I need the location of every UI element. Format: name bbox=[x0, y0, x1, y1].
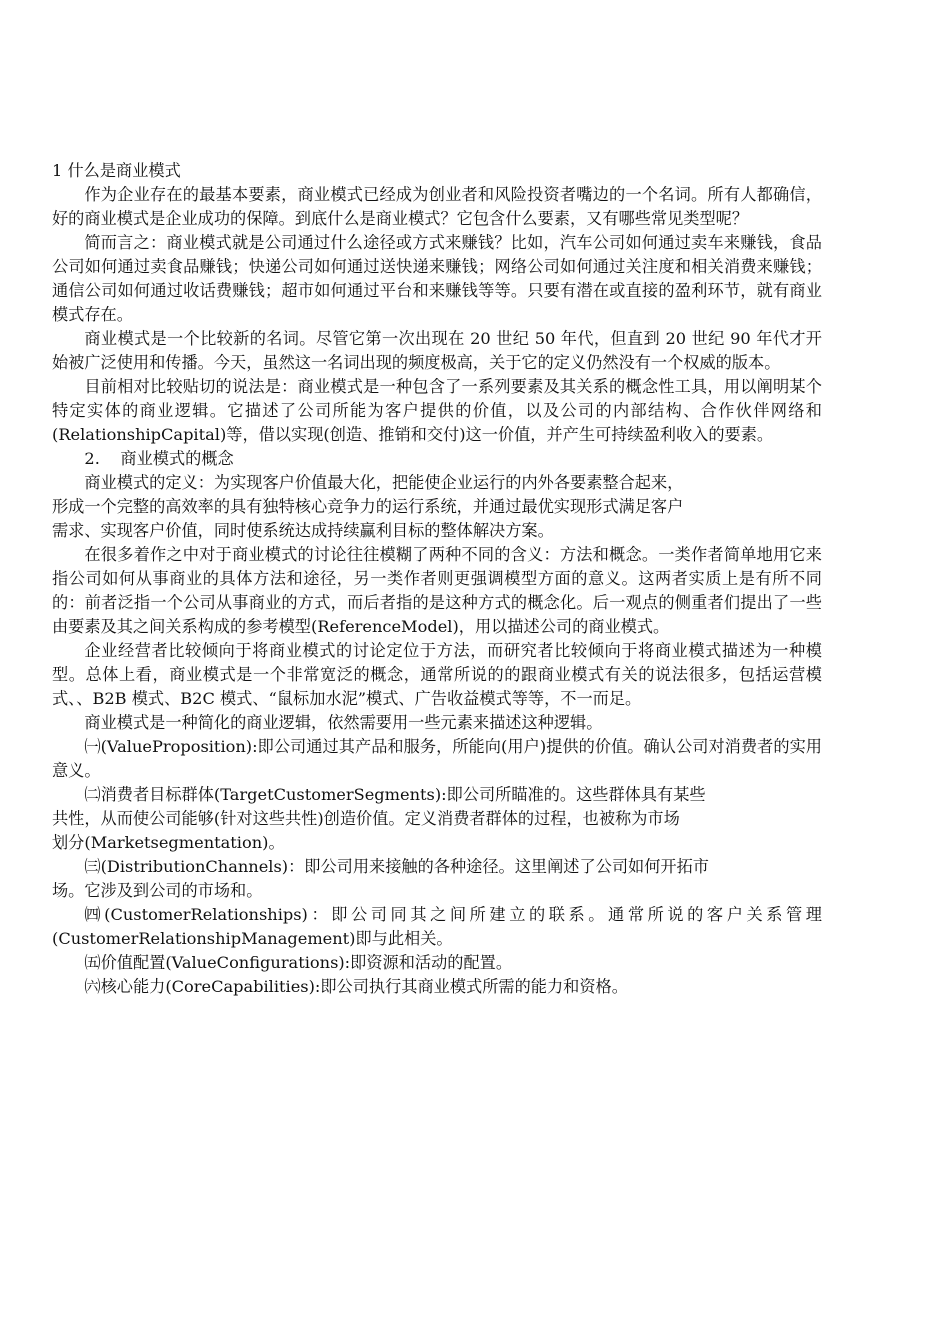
element-line: 场。它涉及到公司的市场和。 bbox=[52, 881, 263, 900]
element-item-value-proposition: ㈠(ValueProposition):即公司通过其产品和服务，所能向(用户)提供的价值。确认公司对消费者的实用意义。 bbox=[52, 737, 822, 780]
element-item-value-configurations: ㈤价值配置(ValueConfigurations):即资源和活动的配置。 bbox=[84, 953, 513, 972]
section-heading-2: 2. 商业模式的概念 bbox=[84, 449, 234, 468]
paragraph-elements-intro: 商业模式是一种简化的商业逻辑，依然需要用一些元素来描述这种逻辑。 bbox=[84, 713, 603, 732]
definition-line: 形成一个完整的高效率的具有独特核心竞争力的运行系统，并通过最优实现形式满足客户 bbox=[52, 497, 684, 516]
element-item-distribution-channels bbox=[52, 855, 822, 903]
paragraph-operators-vs-researchers: 企业经营者比较倾向于将商业模式的讨论定位于方法，而研究者比较倾向于将商业模式描述为一种模型。总体上看，商业模式是一个非常宽泛的概念，通常所说的的跟商业模式有关的说法很多，包括运营模式、、B2B 模式、B2C 模式、“鼠标加水泥”模式、广告收益模式等等，不一而足。 bbox=[52, 641, 822, 708]
paragraph-method-vs-concept: 在很多着作之中对于商业模式的讨论往往模糊了两种不同的含义：方法和概念。一类作者简单地用它来指公司如何从事商业的具体方法和途径，另一类作者则更强调模型方面的意义。这两者实质上是有所不同的：前者泛指一个公司从事商业的方式，而后者指的是这种方式的概念化。后一观点的侧重者们提出了一些由要素及其之间关系构成的参考模型(ReferenceModel)，用以描述公司的商业模式。 bbox=[52, 545, 822, 636]
definition-line: 商业模式的定义：为实现客户价值最大化，把能使企业运行的内外各要素整合起来， bbox=[84, 473, 684, 492]
element-item-customer-relationships: ㈣(CustomerRelationships)：即公司同其之间所建立的联系。通常所说的客户关系管理(CustomerRelationshipManagement)即与此相关。 bbox=[52, 905, 822, 948]
section-heading-1: 1 什么是商业模式 bbox=[52, 161, 181, 180]
element-item-core-capabilities: ㈥核心能力(CoreCapabilities):即公司执行其商业模式所需的能力和资格。 bbox=[84, 977, 628, 996]
element-line: ㈢(DistributionChannels)：即公司用来接触的各种途径。这里阐述了公司如何开拓市 bbox=[84, 857, 709, 876]
element-item-target-customers bbox=[52, 783, 822, 855]
paragraph-concept-tool: 目前相对比较贴切的说法是：商业模式是一种包含了一系列要素及其关系的概念性工具，用以阐明某个特定实体的商业逻辑。它描述了公司所能为客户提供的价值，以及公司的内部结构、合作伙伴网络和(RelationshipCapital)等，借以实现(创造、推销和交付)这一价值，并产生可持续盈利收入的要素。 bbox=[52, 377, 822, 444]
paragraph-history: 商业模式是一个比较新的名词。尽管它第一次出现在 20 世纪 50 年代，但直到 20 世纪 90 年代才开始被广泛使用和传播。今天，虽然这一名词出现的频度极高，关于它的定义仍然没有一个权威的版本。 bbox=[52, 329, 822, 372]
element-line: 共性，从而使公司能够(针对这些共性)创造价值。定义消费者群体的过程，也被称为市场 bbox=[52, 809, 680, 828]
definition-line: 需求、实现客户价值，同时使系统达成持续赢利目标的整体解决方案。 bbox=[52, 521, 554, 540]
element-line: 划分(Marketsegmentation)。 bbox=[52, 833, 285, 852]
element-line: ㈡消费者目标群体(TargetCustomerSegments):即公司所瞄准的。这些群体具有某些 bbox=[84, 785, 706, 804]
paragraph-intro: 作为企业存在的最基本要素，商业模式已经成为创业者和风险投资者嘴边的一个名词。所有人都确信，好的商业模式是企业成功的保障。到底什么是商业模式？它包含什么要素，又有哪些常见类型呢？ bbox=[52, 185, 822, 228]
paragraph-definition-simple: 简而言之：商业模式就是公司通过什么途径或方式来赚钱？比如，汽车公司如何通过卖车来赚钱，食品公司如何通过卖食品赚钱；快递公司如何通过送快递来赚钱；网络公司如何通过关注度和相关消费来赚钱；通信公司如何通过收话费赚钱；超市如何通过平台和来赚钱等等。只要有潜在或直接的盈利环节，就有商业模式存在。 bbox=[52, 233, 822, 324]
paragraph-formal-definition bbox=[52, 471, 822, 543]
document-page bbox=[52, 159, 822, 999]
